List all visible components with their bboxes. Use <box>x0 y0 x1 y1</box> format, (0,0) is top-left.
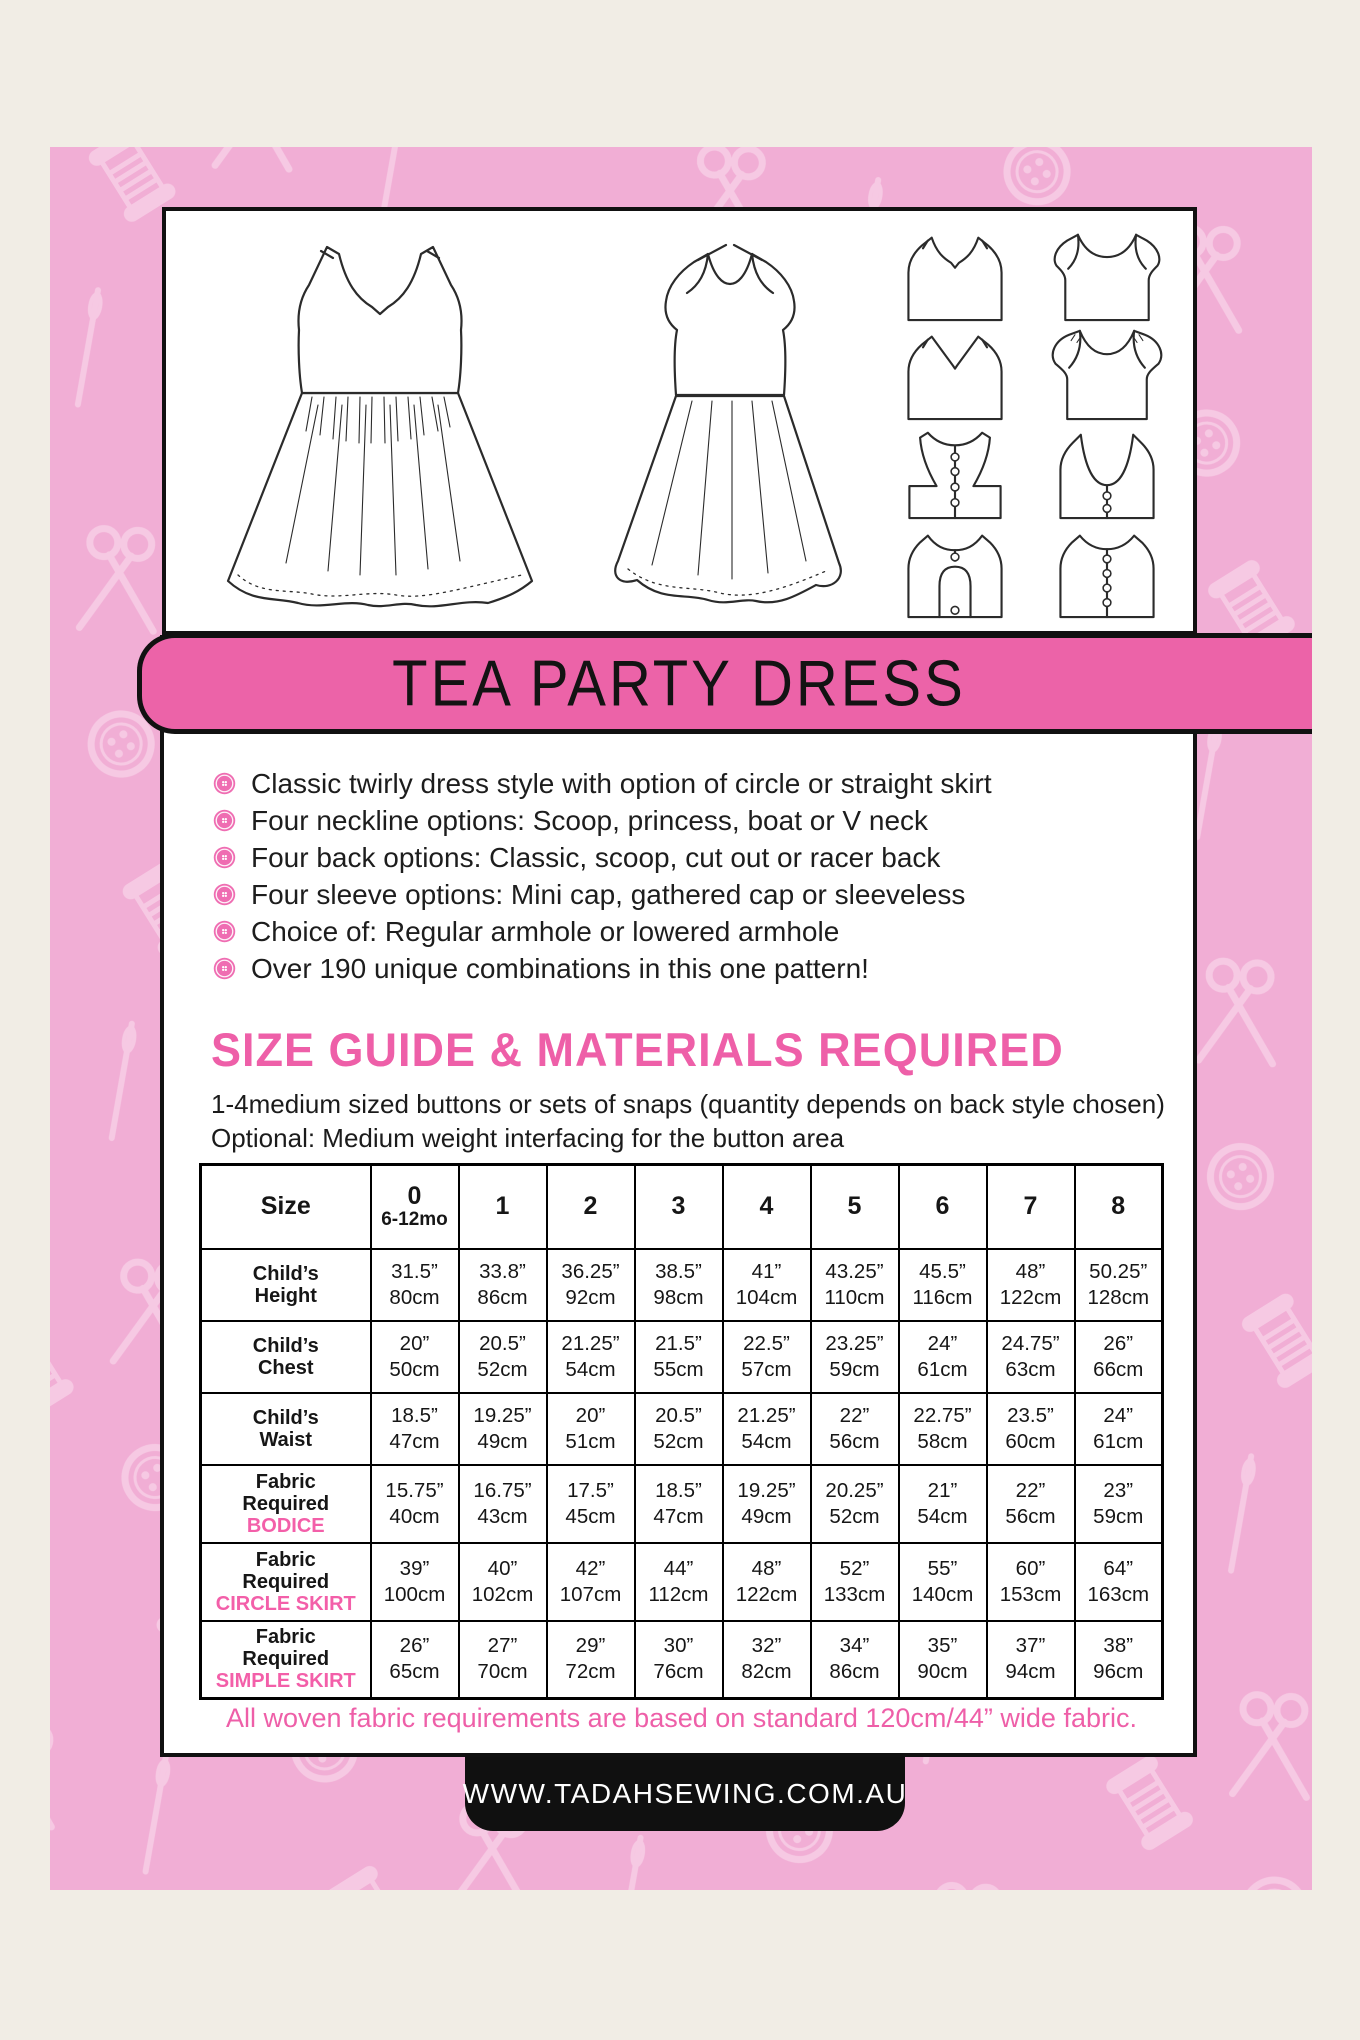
value-inches: 20” <box>399 1331 430 1355</box>
value-cm: 60cm <box>1005 1429 1056 1453</box>
value-cm: 70cm <box>477 1660 528 1684</box>
size-value-cell <box>811 1249 899 1321</box>
title-text: TEA PARTY DRESS <box>392 647 966 720</box>
row-label-line: Child’s <box>252 1334 319 1357</box>
value-cm: 61cm <box>917 1357 968 1381</box>
value-cm: 110cm <box>824 1285 885 1309</box>
value-inches: 27” <box>487 1634 518 1658</box>
col-header-0 <box>371 1165 459 1249</box>
row-label <box>201 1621 371 1699</box>
value-cm: 94cm <box>1005 1660 1056 1684</box>
feature-text: Four neckline options: Scoop, princess, boat or V neck <box>251 804 929 836</box>
size-value-cell <box>723 1465 811 1543</box>
size-value-cell <box>459 1543 547 1621</box>
value-inches: 21.5” <box>655 1331 702 1355</box>
value-cm: 122cm <box>735 1582 798 1606</box>
value-inches: 37” <box>1015 1634 1046 1658</box>
row-label-line: Fabric <box>255 1626 316 1649</box>
feature-item <box>213 839 992 876</box>
value-inches: 45.5” <box>919 1259 966 1283</box>
value-cm: 128cm <box>1087 1285 1150 1309</box>
size-value-cell <box>371 1249 459 1321</box>
value-inches: 42” <box>575 1556 606 1580</box>
feature-text: Four back options: Classic, scoop, cut out or racer back <box>251 841 941 873</box>
value-inches: 32” <box>751 1634 782 1658</box>
table-row <box>201 1543 1163 1621</box>
value-cm: 45cm <box>565 1504 616 1528</box>
value-cm: 140cm <box>911 1582 974 1606</box>
size-value-cell <box>635 1393 723 1465</box>
size-value-cell <box>1075 1321 1163 1393</box>
size-value-cell <box>899 1321 987 1393</box>
button-bullet-icon <box>213 920 236 943</box>
value-cm: 65cm <box>389 1660 440 1684</box>
value-cm: 51cm <box>565 1429 616 1453</box>
col-header-6: 6 <box>899 1165 987 1249</box>
col-header-2: 2 <box>547 1165 635 1249</box>
value-inches: 48” <box>1015 1259 1046 1283</box>
value-inches: 24.75” <box>1001 1331 1060 1355</box>
row-label-line: Fabric <box>255 1548 316 1571</box>
size-table <box>199 1163 1164 1700</box>
size-guide-heading: SIZE GUIDE & MATERIALS REQUIRED <box>211 1023 1064 1077</box>
value-inches: 40” <box>487 1556 518 1580</box>
row-label-line: Required <box>242 1492 330 1515</box>
size-value-cell <box>987 1465 1075 1543</box>
size-value-cell <box>1075 1465 1163 1543</box>
button-bullet-icon <box>213 809 236 832</box>
value-cm: 56cm <box>1005 1504 1056 1528</box>
value-inches: 41” <box>751 1259 782 1283</box>
value-inches: 39” <box>399 1556 430 1580</box>
row-label-line: Waist <box>259 1428 313 1451</box>
dress-front-scoop-circle-skirt <box>580 233 880 623</box>
value-cm: 55cm <box>653 1357 704 1381</box>
col-header-4: 4 <box>723 1165 811 1249</box>
value-cm: 90cm <box>917 1660 968 1684</box>
row-label <box>201 1543 371 1621</box>
value-inches: 22” <box>1015 1478 1046 1502</box>
value-cm: 92cm <box>565 1285 616 1309</box>
value-cm: 163cm <box>1087 1582 1150 1606</box>
value-inches: 18.5” <box>391 1403 438 1427</box>
value-cm: 49cm <box>741 1504 792 1528</box>
size-value-cell <box>811 1321 899 1393</box>
row-label-line: Required <box>242 1648 330 1671</box>
value-cm: 56cm <box>829 1429 880 1453</box>
content-panel <box>160 635 1197 1757</box>
value-cm: 104cm <box>735 1285 798 1309</box>
value-inches: 15.75” <box>385 1478 444 1502</box>
size-value-cell <box>811 1393 899 1465</box>
size-value-cell <box>459 1621 547 1699</box>
size-value-cell <box>899 1249 987 1321</box>
value-cm: 63cm <box>1005 1357 1056 1381</box>
value-inches: 18.5” <box>655 1478 702 1502</box>
size-value-cell <box>371 1543 459 1621</box>
value-cm: 112cm <box>648 1582 709 1606</box>
feature-item <box>213 913 992 950</box>
size-value-cell <box>547 1249 635 1321</box>
dress-front-sweetheart-gathered-skirt <box>200 233 560 623</box>
row-label-line: Child’s <box>252 1406 319 1429</box>
value-inches: 22.75” <box>913 1403 972 1427</box>
col-header-3: 3 <box>635 1165 723 1249</box>
value-inches: 20.5” <box>655 1403 702 1427</box>
value-cm: 59cm <box>1093 1504 1144 1528</box>
value-inches: 23” <box>1103 1478 1134 1502</box>
value-cm: 54cm <box>917 1504 968 1528</box>
value-inches: 20.25” <box>825 1478 884 1502</box>
col-header-size: Size <box>201 1165 371 1249</box>
size-value-cell <box>1075 1543 1163 1621</box>
value-cm: 40cm <box>389 1504 440 1528</box>
value-inches: 23.25” <box>825 1331 884 1355</box>
bodice-racer-back <box>880 425 1030 522</box>
table-header-row <box>201 1165 1163 1249</box>
size-value-cell <box>987 1321 1075 1393</box>
value-inches: 30” <box>663 1634 694 1658</box>
size-value-cell <box>1075 1621 1163 1699</box>
value-inches: 19.25” <box>473 1403 532 1427</box>
value-cm: 82cm <box>741 1660 792 1684</box>
value-inches: 19.25” <box>737 1478 796 1502</box>
materials-intro-line: Optional: Medium weight interfacing for the button area <box>211 1123 845 1153</box>
size-value-cell <box>811 1465 899 1543</box>
website-banner <box>462 1757 908 1831</box>
size-value-cell <box>459 1321 547 1393</box>
size-value-cell <box>459 1393 547 1465</box>
bodice-v-neck-front <box>880 326 1030 423</box>
row-label-line: Required <box>242 1570 330 1593</box>
value-inches: 26” <box>1103 1331 1134 1355</box>
value-inches: 64” <box>1103 1556 1134 1580</box>
value-cm: 86cm <box>477 1285 528 1309</box>
size-value-cell <box>371 1621 459 1699</box>
size-value-cell <box>1075 1393 1163 1465</box>
row-label-accent: CIRCLE SKIRT <box>215 1592 356 1615</box>
value-cm: 61cm <box>1093 1429 1144 1453</box>
size-value-cell <box>987 1249 1075 1321</box>
value-inches: 24” <box>927 1331 958 1355</box>
row-label-line: Height <box>254 1284 317 1307</box>
row-label <box>201 1321 371 1393</box>
value-cm: 52cm <box>653 1429 704 1453</box>
value-cm: 96cm <box>1093 1660 1144 1684</box>
row-label-accent: SIMPLE SKIRT <box>215 1670 356 1693</box>
feature-item <box>213 876 992 913</box>
value-inches: 23.5” <box>1007 1403 1054 1427</box>
value-cm: 57cm <box>741 1357 792 1381</box>
feature-item <box>213 950 992 987</box>
size-value-cell <box>723 1543 811 1621</box>
value-cm: 76cm <box>653 1660 704 1684</box>
size-value-cell <box>723 1621 811 1699</box>
value-inches: 44” <box>663 1556 694 1580</box>
row-label <box>201 1465 371 1543</box>
col-header-1: 1 <box>459 1165 547 1249</box>
table-row <box>201 1465 1163 1543</box>
bodice-scoop-back <box>1032 425 1182 522</box>
size-value-cell <box>635 1543 723 1621</box>
bodice-gathered-cap-sleeve-front <box>1032 326 1182 423</box>
size-value-cell <box>723 1321 811 1393</box>
size-value-cell <box>899 1393 987 1465</box>
col-header-0-number: 0 <box>407 1182 422 1211</box>
table-row <box>201 1621 1163 1699</box>
bodice-classic-button-back <box>1032 524 1182 621</box>
size-value-cell <box>987 1543 1075 1621</box>
value-inches: 22” <box>839 1403 870 1427</box>
value-cm: 59cm <box>829 1357 880 1381</box>
title-banner <box>137 633 1312 734</box>
value-inches: 48” <box>751 1556 782 1580</box>
value-inches: 52” <box>839 1556 870 1580</box>
value-cm: 54cm <box>565 1357 616 1381</box>
size-value-cell <box>1075 1249 1163 1321</box>
size-value-cell <box>635 1321 723 1393</box>
size-value-cell <box>371 1465 459 1543</box>
feature-text: Four sleeve options: Mini cap, gathered cap or sleeveless <box>251 878 966 910</box>
value-cm: 66cm <box>1093 1357 1144 1381</box>
size-value-cell <box>987 1393 1075 1465</box>
button-bullet-icon <box>213 772 236 795</box>
row-label-line: Chest <box>257 1356 314 1379</box>
col-header-0-range: 6-12mo <box>381 1209 448 1231</box>
feature-text: Over 190 unique combinations in this one pattern! <box>251 952 869 984</box>
value-cm: 133cm <box>823 1582 886 1606</box>
materials-intro-line: 1-4medium sized buttons or sets of snaps (quantity depends on back style chosen) <box>211 1089 1165 1119</box>
fabric-footnote: All woven fabric requirements are based on standard 120cm/44” wide fabric. <box>226 1703 1137 1733</box>
value-cm: 58cm <box>917 1429 968 1453</box>
size-value-cell <box>987 1621 1075 1699</box>
feature-item <box>213 802 992 839</box>
bodice-scoop-mini-cap-sleeve-front <box>1032 227 1182 324</box>
value-inches: 34” <box>839 1634 870 1658</box>
size-value-cell <box>547 1465 635 1543</box>
size-value-cell <box>547 1321 635 1393</box>
size-value-cell <box>635 1621 723 1699</box>
value-inches: 60” <box>1015 1556 1046 1580</box>
table-row <box>201 1393 1163 1465</box>
value-cm: 47cm <box>389 1429 440 1453</box>
size-value-cell <box>371 1321 459 1393</box>
size-value-cell <box>811 1543 899 1621</box>
size-value-cell <box>459 1465 547 1543</box>
feature-text: Choice of: Regular armhole or lowered armhole <box>251 915 840 947</box>
value-cm: 43cm <box>477 1504 528 1528</box>
garment-illustration-box <box>162 207 1197 635</box>
value-inches: 43.25” <box>825 1259 884 1283</box>
value-cm: 80cm <box>389 1285 440 1309</box>
value-cm: 52cm <box>477 1357 528 1381</box>
table-row <box>201 1321 1163 1393</box>
size-value-cell <box>547 1543 635 1621</box>
col-header-8: 8 <box>1075 1165 1163 1249</box>
value-cm: 72cm <box>565 1660 616 1684</box>
size-value-cell <box>723 1393 811 1465</box>
value-inches: 17.5” <box>567 1478 614 1502</box>
bodice-cutout-back <box>880 524 1030 621</box>
value-cm: 153cm <box>999 1582 1062 1606</box>
row-label <box>201 1393 371 1465</box>
size-value-cell <box>899 1543 987 1621</box>
size-value-cell <box>547 1393 635 1465</box>
value-inches: 20” <box>575 1403 606 1427</box>
value-inches: 21” <box>927 1478 958 1502</box>
features-list <box>213 765 992 987</box>
value-cm: 100cm <box>383 1582 446 1606</box>
value-cm: 47cm <box>653 1504 704 1528</box>
table-row <box>201 1249 1163 1321</box>
value-inches: 50.25” <box>1089 1259 1148 1283</box>
value-inches: 16.75” <box>473 1478 532 1502</box>
bodice-sweetheart-front <box>880 227 1030 324</box>
value-cm: 122cm <box>999 1285 1062 1309</box>
size-value-cell <box>899 1465 987 1543</box>
value-cm: 54cm <box>741 1429 792 1453</box>
value-cm: 52cm <box>829 1504 880 1528</box>
size-value-cell <box>723 1249 811 1321</box>
row-label <box>201 1249 371 1321</box>
row-label-accent: BODICE <box>246 1514 325 1537</box>
materials-intro <box>211 1087 1165 1155</box>
value-inches: 21.25” <box>561 1331 620 1355</box>
size-value-cell <box>811 1621 899 1699</box>
value-cm: 107cm <box>559 1582 622 1606</box>
value-inches: 20.5” <box>479 1331 526 1355</box>
col-header-7: 7 <box>987 1165 1075 1249</box>
bodice-option-thumbnails <box>880 227 1182 623</box>
size-value-cell <box>371 1393 459 1465</box>
value-inches: 29” <box>575 1634 606 1658</box>
size-value-cell <box>547 1621 635 1699</box>
col-header-5: 5 <box>811 1165 899 1249</box>
row-label-line: Child’s <box>252 1262 319 1285</box>
size-value-cell <box>635 1465 723 1543</box>
value-cm: 49cm <box>477 1429 528 1453</box>
size-value-cell <box>459 1249 547 1321</box>
value-inches: 35” <box>927 1634 958 1658</box>
website-url: WWW.TADAHSEWING.COM.AU <box>462 1778 908 1809</box>
feature-text: Classic twirly dress style with option of circle or straight skirt <box>251 767 992 799</box>
value-inches: 33.8” <box>479 1259 526 1283</box>
value-inches: 38” <box>1103 1634 1134 1658</box>
button-bullet-icon <box>213 883 236 906</box>
value-inches: 21.25” <box>737 1403 796 1427</box>
value-cm: 50cm <box>389 1357 440 1381</box>
value-inches: 26” <box>399 1634 430 1658</box>
size-value-cell <box>899 1621 987 1699</box>
button-bullet-icon <box>213 846 236 869</box>
row-label-line: Fabric <box>255 1470 316 1493</box>
value-inches: 55” <box>927 1556 958 1580</box>
size-value-cell <box>635 1249 723 1321</box>
value-inches: 38.5” <box>655 1259 702 1283</box>
value-cm: 98cm <box>653 1285 704 1309</box>
value-cm: 116cm <box>912 1285 973 1309</box>
value-cm: 86cm <box>829 1660 880 1684</box>
value-inches: 36.25” <box>561 1259 620 1283</box>
value-inches: 31.5” <box>391 1259 438 1283</box>
value-inches: 24” <box>1103 1403 1134 1427</box>
feature-item <box>213 765 992 802</box>
value-inches: 22.5” <box>743 1331 790 1355</box>
value-cm: 102cm <box>471 1582 534 1606</box>
button-bullet-icon <box>213 957 236 980</box>
